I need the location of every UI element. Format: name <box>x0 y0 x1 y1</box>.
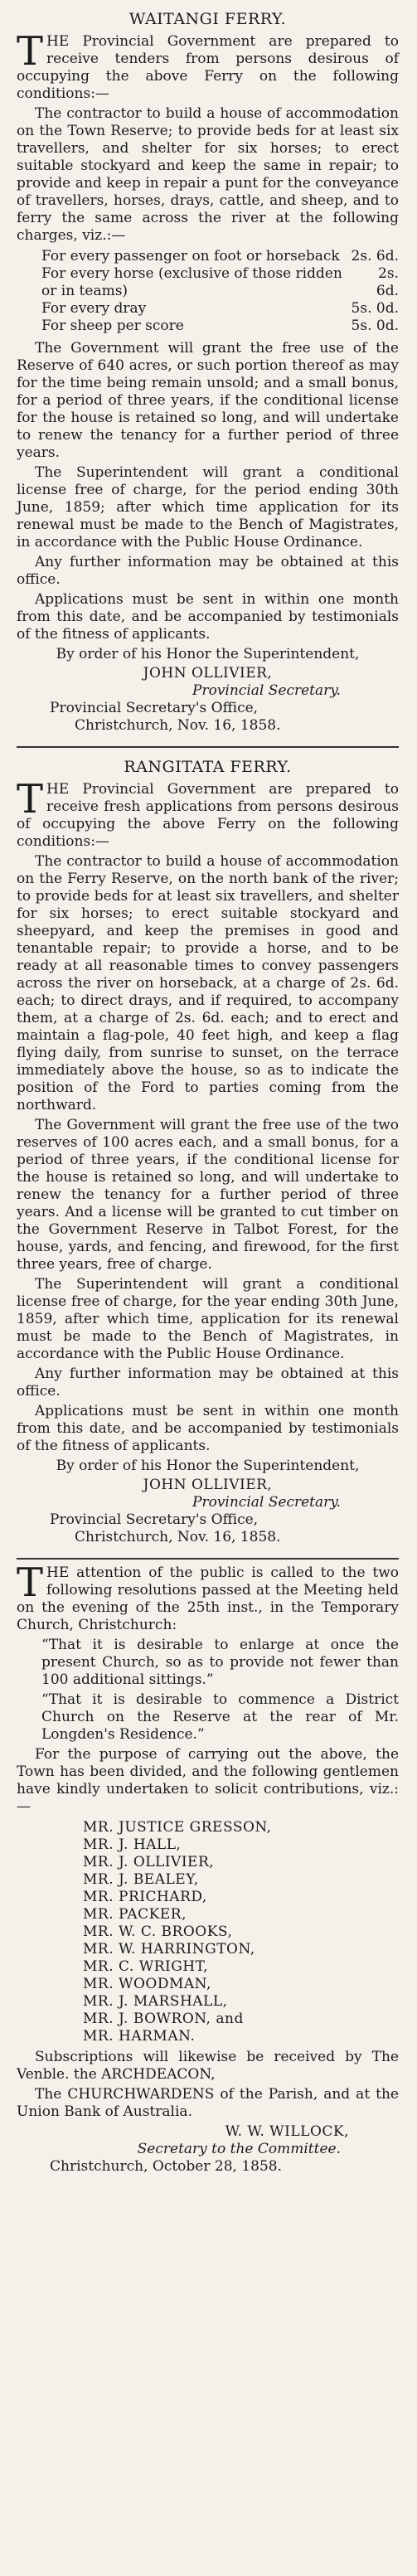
signature-title: Provincial Secretary. <box>192 1494 341 1511</box>
collector-name: MR. J. MARSHALL, <box>83 1993 228 2010</box>
notice-heading: WAITANGI FERRY. <box>128 10 287 28</box>
signature-title: Provincial Secretary. <box>192 682 341 699</box>
signature-name: JOHN OLLIVIER, <box>143 1477 273 1493</box>
date-line: Christchurch, Nov. 16, 1858. <box>75 717 281 734</box>
resolution-quote: “That it is desirable to commence a District Church on the Reserve at the rear of Mr. Longden's Residence.” <box>41 1691 399 1743</box>
notice-paragraph: Subscriptions will likewise be received by The Venble. the ARCHDEACON, <box>17 2049 399 2083</box>
church-enlargement-notice <box>17 1560 399 2176</box>
notice-paragraph: Any further information may be obtained at this office. <box>17 554 399 588</box>
collector-name: MR. W. C. BROOKS, <box>83 1924 233 1940</box>
notice-paragraph: Any further information may be obtained at this office. <box>17 1366 399 1400</box>
charges-table <box>41 248 399 335</box>
notice-paragraph: Applications must be sent in within one month from this date, and be accompanied by testimonials of the fitness of applicants. <box>17 591 399 643</box>
collector-name: MR. J. HALL, <box>83 1836 182 1853</box>
charge-row <box>41 248 399 265</box>
notice-paragraph: Applications must be sent in within one month from this date, and be accompanied by testimonials of the fitness of applicants. <box>17 1403 399 1454</box>
charge-price: 5s. 0d. <box>351 300 399 317</box>
notice-paragraph: The Government will grant the free use of the two reserves of 100 acres each, and a small bonus, for a period of three years, if the conditional license for the house is retained so long, and will undertake to renew the tenancy for a further period of three years. And a license will be granted to cut timber on the Government Reserve in Talbot Forest, for the house, yards, and fencing, and firewood, for the first three years, free of charge. <box>17 1117 399 1273</box>
notice-intro: THE Provincial Government are prepared to receive tenders from persons desirous of occupying the above Ferry on the following conditions:— <box>17 28 399 102</box>
date-line: Christchurch, October 28, 1858. <box>50 2158 283 2175</box>
charge-price: 2s. 6d. <box>351 248 399 264</box>
charge-price: 2s. 6d. <box>376 265 399 299</box>
newspaper-column <box>0 10 417 2176</box>
collector-name: MR. WOODMAN, <box>83 1976 211 1992</box>
collector-name: MR. J. BEALEY, <box>83 1871 199 1888</box>
notice-intro: THE attention of the public is called to the two following resolutions passed at the Meeting held on the evening of the 25th inst., in the Temporary Church, Christchurch: <box>17 1560 399 1633</box>
office-line: Provincial Secretary's Office, <box>50 1511 259 1528</box>
charge-price: 5s. 0d. <box>351 318 399 334</box>
notice-paragraph: The Superintendent will grant a conditional license free of charge, for the period ending 30th June, 1859; after which time application for its renewal must be made to the Bench of Magistrates, in accordance with the Public House Ordinance. <box>17 464 399 551</box>
notice-heading: RANGITATA FERRY. <box>124 758 292 776</box>
notice-intro: THE Provincial Government are prepared to receive fresh applications from persons desirous of occupying the above Ferry on the following conditions:— <box>17 776 399 850</box>
charge-row <box>41 300 399 318</box>
collector-name: MR. C. WRIGHT, <box>83 1958 208 1975</box>
charge-row <box>41 265 399 300</box>
notice-paragraph: The Government will grant the free use of the Reserve of 640 acres, or such portion thereof as may for the time being remain unsold; and a small bonus, for a period of three years, if the conditional license for the house is retained so long, and will undertake to renew the tenancy for a further period of three years. <box>17 340 399 461</box>
collectors-list <box>83 1819 399 2045</box>
office-line: Provincial Secretary's Office, <box>50 700 259 716</box>
section-divider <box>17 746 399 748</box>
charge-item: For every dray <box>41 300 147 317</box>
notice-paragraph: The Superintendent will grant a conditional license free of charge, for the year ending 30th June, 1859, after which time, application for its renewal must be made to the Bench of Magistrates, in accordance with the Public House Ordinance. <box>17 1276 399 1362</box>
collector-name: MR. J. OLLIVIER, <box>83 1854 215 1870</box>
signature-title: Secretary to the Committee. <box>137 2141 341 2157</box>
notice-paragraph: For the purpose of carrying out the above, the Town has been divided, and the following gentlemen have kindly undertaken to solicit contributions, viz.:— <box>17 1746 399 1815</box>
order-line: By order of his Honor the Superintendent, <box>56 1458 360 1474</box>
charge-item: For every horse (exclusive of those ridden or in teams) <box>41 265 342 299</box>
collector-name: MR. J. BOWRON, and <box>83 2011 244 2027</box>
collector-name: MR. PRICHARD, <box>83 1889 207 1905</box>
collector-name: MR. PACKER, <box>83 1906 187 1923</box>
charge-item: For every passenger on foot or horseback <box>41 248 340 264</box>
charge-item: For sheep per score <box>41 318 184 334</box>
rangitata-ferry-notice <box>17 758 399 1546</box>
order-line: By order of his Honor the Superintendent, <box>56 646 360 662</box>
notice-paragraph: The contractor to build a house of accommodation on the Town Reserve; to provide beds for at least six travellers, and shelter for six horses; to erect suitable stockyard and keep the same in repair; to provide and keep in repair a punt for the conveyance of travellers, horses, drays, cattle, and sheep, and to ferry the same across the river at the following charges, viz.:— <box>17 105 399 244</box>
signature-name: W. W. WILLOCK, <box>225 2123 349 2140</box>
charge-row <box>41 318 399 335</box>
signature-name: JOHN OLLIVIER, <box>143 665 273 682</box>
resolution-quote: “That it is desirable to enlarge at once the present Church, so as to provide not fewer than 100 additional sittings.” <box>41 1637 399 1688</box>
collector-name: MR. HARMAN. <box>83 2028 196 2045</box>
waitangi-ferry-notice <box>17 10 399 735</box>
section-divider <box>17 1558 399 1560</box>
date-line: Christchurch, Nov. 16, 1858. <box>75 1529 281 1545</box>
collector-name: MR. W. HARRINGTON, <box>83 1941 255 1957</box>
collector-name: MR. JUSTICE GRESSON, <box>83 1819 272 1836</box>
notice-paragraph: The CHURCHWARDENS of the Parish, and at the Union Bank of Australia. <box>17 2086 399 2120</box>
notice-paragraph: The contractor to build a house of accommodation on the Ferry Reserve, on the north bank of the river; to provide beds for at least six travellers, and shelter for six horses; to erect suitable stockyard and sheepyard, and keep the premises in good and tenantable repair; to provide a horse, and to be ready at all reasonable times to convey passengers across the river on horseback, at a charge of 2s. 6d. each; to direct drays, and if required, to accompany them, at a charge of 2s. 6d. each; and to erect and maintain a flag-pole, 40 feet high, and keep a flag flying daily, from sunrise to sunset, on the terrace immediately above the house, so as to indicate the position of the Ford to parties coming from the northward. <box>17 853 399 1113</box>
